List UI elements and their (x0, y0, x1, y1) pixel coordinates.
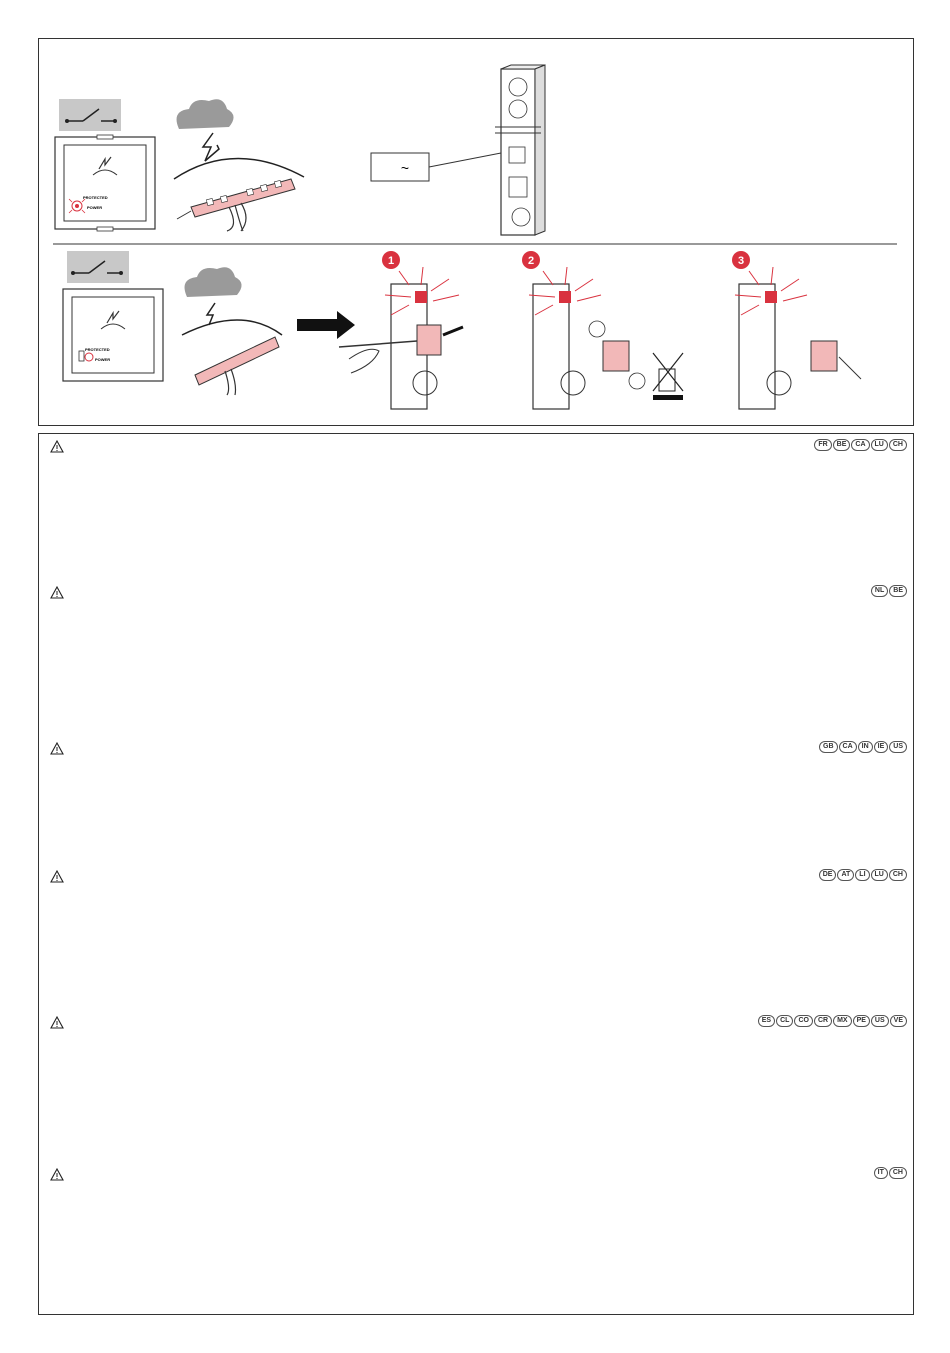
country-tags (874, 1167, 907, 1179)
illustration-svg (39, 39, 913, 425)
section-es (39, 1010, 913, 1162)
country-tag: BE (833, 439, 851, 451)
step-1-number: 1 (387, 255, 395, 267)
power-strip (177, 179, 295, 231)
open-switch-icon-2 (67, 251, 129, 283)
arrow-right-icon (297, 311, 355, 339)
warning-icon (50, 870, 64, 883)
section-gb (39, 736, 913, 864)
country-tag: IT (874, 1167, 888, 1179)
protected-label: PROTECTED (83, 195, 108, 200)
waste-bin-icon (653, 353, 683, 400)
country-tags (871, 585, 907, 597)
country-tag: LI (855, 869, 869, 881)
warning-icon (50, 586, 64, 599)
country-tags (758, 1015, 907, 1027)
country-tag: DE (819, 869, 837, 881)
country-tag: CA (839, 741, 857, 753)
warning-icon (50, 742, 64, 755)
country-tag: PE (853, 1015, 870, 1027)
step-3-number: 3 (737, 255, 745, 267)
ac-symbol: ~ (400, 160, 410, 176)
country-tag: US (889, 741, 907, 753)
country-tag: CA (851, 439, 869, 451)
section-de (39, 864, 913, 1010)
protection-module-front (55, 135, 155, 231)
country-tag: LU (871, 439, 888, 451)
illustration-panel (38, 38, 914, 426)
country-tag: CR (814, 1015, 832, 1027)
country-tags (819, 869, 907, 881)
country-tag: ES (758, 1015, 775, 1027)
country-tag: NL (871, 585, 888, 597)
section-it (39, 1162, 913, 1312)
step-3-illustration (732, 251, 861, 409)
power-label: POWER (87, 205, 103, 210)
warning-icon (50, 440, 64, 453)
country-tags (814, 439, 907, 451)
instructions-panel (38, 433, 914, 1315)
step-1-illustration (339, 251, 463, 409)
country-tag: CH (889, 439, 907, 451)
country-tag: CL (776, 1015, 793, 1027)
step-2-illustration (522, 251, 683, 409)
warning-icon (50, 1168, 64, 1181)
country-tag: US (871, 1015, 889, 1027)
country-tag: CO (794, 1015, 813, 1027)
power-label-2: POWER (95, 357, 111, 362)
country-tag: IE (874, 741, 889, 753)
section-nl (39, 580, 913, 736)
country-tag: GB (819, 741, 838, 753)
country-tag: CH (889, 1167, 907, 1179)
ac-source-box (371, 153, 501, 181)
country-tag: IN (858, 741, 873, 753)
lightning-cloud-icon (174, 99, 304, 179)
lightning-cloud-icon-2 (182, 267, 282, 335)
country-tag: LU (871, 869, 888, 881)
country-tag: MX (833, 1015, 852, 1027)
country-tag: CH (889, 869, 907, 881)
section-fr (39, 434, 913, 580)
protection-module-front-2 (63, 289, 163, 381)
protected-label-2: PROTECTED (85, 347, 110, 352)
power-strip-2 (195, 337, 279, 395)
socket-tower (495, 65, 545, 235)
country-tag: VE (890, 1015, 907, 1027)
country-tag: AT (837, 869, 854, 881)
country-tag: BE (889, 585, 907, 597)
country-tag: FR (814, 439, 831, 451)
country-tags (819, 741, 907, 753)
warning-icon (50, 1016, 64, 1029)
step-2-number: 2 (527, 255, 535, 267)
open-switch-icon (59, 99, 121, 131)
